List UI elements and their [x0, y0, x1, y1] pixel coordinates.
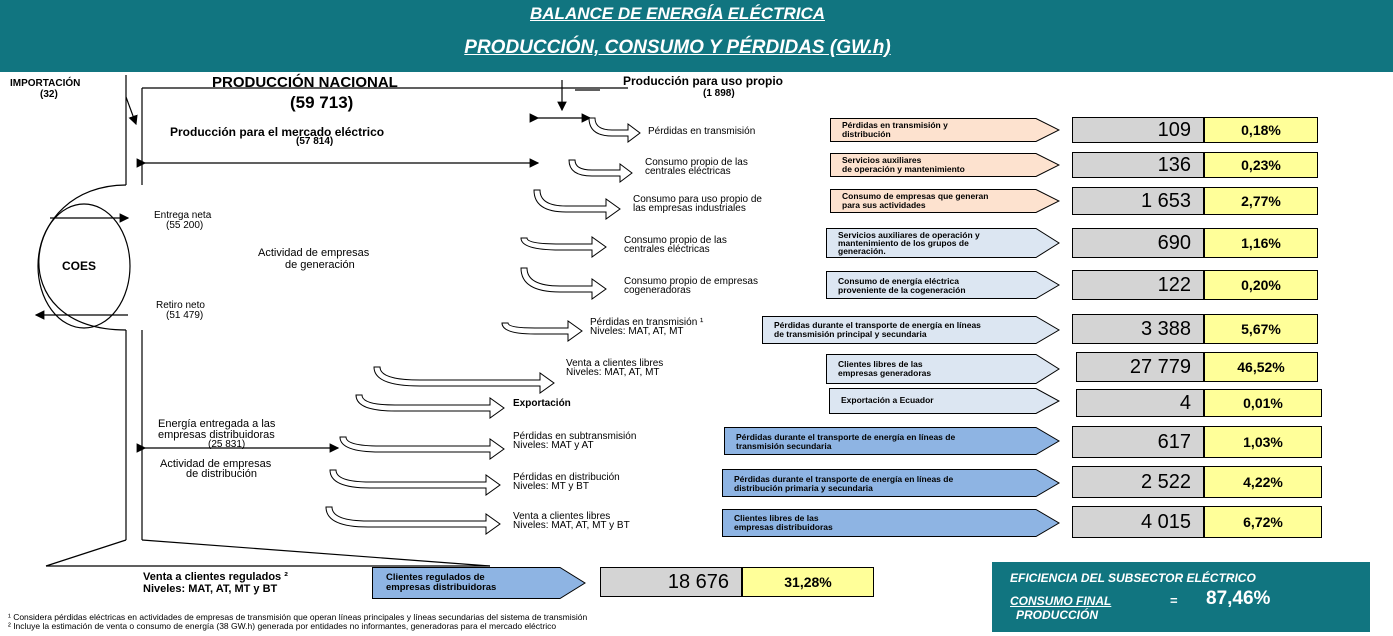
actividad-distribucion-line1: Actividad de empresas — [160, 458, 272, 470]
pct-clientes-libres-dist: 6,72% — [1204, 506, 1322, 538]
flow-label-perdidas-transmision: Pérdidas en transmisión — [648, 126, 756, 137]
flow-label-subtransmision-b: Niveles: MAT y AT — [513, 440, 594, 451]
desc-arrow-transmision-principal: Pérdidas durante el transporte de energía en líneas de transmisión principal y secundaria — [762, 316, 1060, 344]
pct-grupos-generacion: 1,16% — [1204, 228, 1318, 258]
value-grupos-generacion: 690 — [1072, 228, 1204, 258]
retiro-neto-label: Retiro neto — [156, 300, 205, 311]
flow-label-consumo-centrales-2: Consumo propio de las — [624, 235, 727, 246]
importacion-value: (32) — [40, 89, 58, 100]
eficiencia-title: EFICIENCIA DEL SUBSECTOR ELÉCTRICO — [1010, 571, 1256, 585]
flow-label-distribucion-b: Niveles: MT y BT — [513, 481, 589, 492]
flow-label-consumo-centrales-1b: centrales eléctricas — [645, 166, 731, 177]
flow-label-subtransmision: Pérdidas en subtransmisión — [513, 431, 637, 442]
flow-label-clientes-libres-gen: Venta a clientes libres — [566, 358, 664, 369]
importacion-label: IMPORTACIÓN — [10, 78, 81, 89]
flow-label-cogeneradoras-b: cogeneradoras — [624, 285, 691, 296]
desc-arrow-regulados: Clientes regulados de empresas distribuidoras — [372, 567, 586, 599]
flow-label-perdidas-transmision-2b: Niveles: MAT, AT, MT — [590, 326, 684, 337]
entrega-neta-value: (55 200) — [166, 220, 204, 231]
desc-arrow-distribucion: Pérdidas durante el transporte de energía en líneas de distribución primaria y secundaria — [722, 469, 1060, 497]
value-clientes-libres-gen: 27 779 — [1076, 352, 1204, 382]
desc-arrow-perdidas-transmision: Pérdidas en transmisión y distribución — [830, 118, 1060, 142]
page-title: BALANCE DE ENERGÍA ELÉCTRICA — [530, 4, 825, 23]
value-transmision-principal: 3 388 — [1072, 314, 1204, 344]
footnote-2: ² Incluye la estimación de venta o consumo de energía (38 GW.h) generada por entidades no informantes, generadoras para el mercado eléctrico — [8, 621, 557, 631]
pct-servicios-auxiliares: 0,23% — [1204, 152, 1318, 178]
eficiencia-value: 87,46% — [1206, 588, 1271, 609]
uso-propio-value: (1 898) — [703, 88, 735, 99]
energia-distribuidoras-line2: empresas distribuidoras — [158, 429, 275, 441]
value-clientes-libres-dist: 4 015 — [1072, 506, 1204, 538]
desc-arrow-cogeneracion: Consumo de energía eléctrica proveniente de la cogeneración — [826, 271, 1060, 299]
flow-label-regulados-b: Niveles: MAT, AT, MT y BT — [143, 583, 278, 595]
desc-arrow-subtransmision: Pérdidas durante el transporte de energía en líneas de transmisión secundaria — [724, 427, 1060, 455]
flow-label-clientes-libres-gen-b: Niveles: MAT, AT, MT — [566, 367, 660, 378]
pct-clientes-libres-gen: 46,52% — [1204, 352, 1318, 382]
value-empresas-generan: 1 653 — [1072, 187, 1204, 215]
eficiencia-box — [992, 562, 1370, 632]
pct-distribucion: 4,22% — [1204, 466, 1322, 498]
eficiencia-equals: = — [1170, 593, 1178, 608]
flow-label-consumo-industriales-b: las empresas industriales — [633, 203, 746, 214]
coes-label: COES — [62, 259, 97, 273]
uso-propio-label: Producción para uso propio — [623, 74, 784, 88]
desc-arrow-clientes-libres-gen: Clientes libres de las empresas generadoras — [826, 354, 1060, 384]
flow-label-distribucion: Pérdidas en distribución — [513, 472, 620, 483]
energia-distribuidoras-value: (25 831) — [208, 439, 246, 450]
mercado-value: (57 814) — [296, 136, 334, 147]
mercado-label: Producción para el mercado eléctrico — [170, 125, 385, 139]
eficiencia-denominator: PRODUCCIÓN — [1016, 608, 1099, 622]
flow-label-consumo-centrales-2b: centrales eléctricas — [624, 244, 710, 255]
pct-transmision-principal: 5,67% — [1204, 314, 1318, 344]
desc-arrow-grupos-generacion: Servicios auxiliares de operación y mantenimiento de los grupos de generación. — [826, 228, 1060, 258]
retiro-neto-value: (51 479) — [166, 310, 204, 321]
energia-distribuidoras-line1: Energía entregada a las — [158, 418, 276, 430]
produccion-nacional-label: PRODUCCIÓN NACIONAL — [212, 74, 398, 91]
flow-label-perdidas-transmision-2: Pérdidas en transmisión ¹ — [590, 317, 704, 328]
pct-exportacion: 0,01% — [1204, 389, 1322, 417]
actividad-generacion-line1: Actividad de empresas — [258, 247, 370, 259]
flow-label-exportacion: Exportación — [513, 398, 571, 409]
flow-label-clientes-libres-dist: Venta a clientes libres — [513, 511, 611, 522]
value-perdidas-transmision: 109 — [1072, 117, 1204, 143]
value-servicios-auxiliares: 136 — [1072, 152, 1204, 178]
entrega-neta-label: Entrega neta — [154, 210, 212, 221]
desc-arrow-clientes-libres-dist: Clientes libres de las empresas distribuidoras — [722, 509, 1060, 537]
flow-label-consumo-industriales: Consumo para uso propio de — [633, 194, 762, 205]
page-subtitle: PRODUCCIÓN, CONSUMO Y PÉRDIDAS (GW.h) — [464, 37, 891, 58]
pct-perdidas-transmision: 0,18% — [1204, 117, 1318, 143]
flow-label-cogeneradoras: Consumo propio de empresas — [624, 276, 758, 287]
pct-regulados: 31,28% — [742, 567, 874, 597]
value-distribucion: 2 522 — [1072, 466, 1204, 498]
pct-empresas-generan: 2,77% — [1204, 187, 1318, 215]
pct-cogeneracion: 0,20% — [1204, 270, 1318, 300]
desc-arrow-servicios-auxiliares: Servicios auxiliares de operación y mantenimiento — [830, 153, 1060, 177]
flow-label-regulados: Venta a clientes regulados ² — [143, 571, 288, 583]
desc-arrow-exportacion: Exportación a Ecuador — [829, 388, 1060, 414]
value-cogeneracion: 122 — [1072, 270, 1204, 300]
value-exportacion: 4 — [1076, 389, 1204, 417]
eficiencia-numerator: CONSUMO FINAL — [1010, 594, 1112, 608]
value-regulados: 18 676 — [600, 567, 742, 597]
actividad-distribucion-line2: de distribución — [186, 468, 257, 480]
actividad-generacion-line2: de generación — [285, 259, 355, 271]
pct-subtransmision: 1,03% — [1204, 426, 1322, 458]
flow-label-clientes-libres-dist-b: Niveles: MAT, AT, MT y BT — [513, 520, 630, 531]
produccion-nacional-value: (59 713) — [290, 93, 354, 112]
flow-label-consumo-centrales-1: Consumo propio de las — [645, 157, 748, 168]
footnote-1: ¹ Considera pérdidas eléctricas en actividades de empresas de transmisión que operan líneas principales y líneas secundarias del sistema de transmisión — [8, 612, 588, 622]
value-subtransmision: 617 — [1072, 426, 1204, 458]
desc-arrow-empresas-generan: Consumo de empresas que generan para sus actividades — [830, 189, 1060, 213]
